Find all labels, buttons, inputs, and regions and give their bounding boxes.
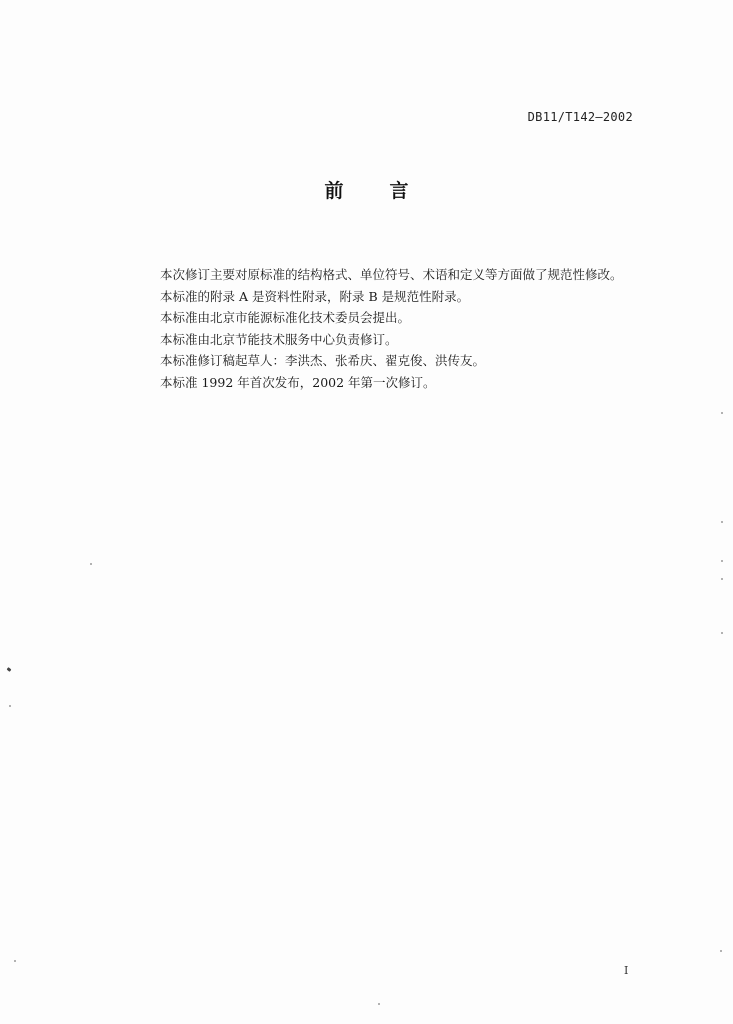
scan-speck bbox=[721, 412, 723, 414]
paragraph-drafters: 本标准修订稿起草人：李洪杰、张希庆、翟克俊、洪传友。 bbox=[160, 353, 486, 369]
title-char-2: 言 bbox=[389, 180, 409, 202]
paragraph-responsible-org: 本标准由北京节能技术服务中心负责修订。 bbox=[160, 331, 398, 347]
scan-speck bbox=[9, 705, 11, 707]
scan-speck bbox=[721, 560, 723, 562]
paragraph-history: 本标准 1992 年首次发布，2002 年第一次修订。 bbox=[160, 374, 436, 390]
paragraph-proposer: 本标准由北京市能源标准化技术委员会提出。 bbox=[160, 310, 411, 326]
scan-speck bbox=[721, 578, 723, 580]
standard-code: DB11/T142—2002 bbox=[527, 110, 633, 124]
title-char-1: 前 bbox=[324, 180, 344, 202]
scan-speck bbox=[14, 960, 16, 962]
scan-speck bbox=[720, 950, 722, 952]
scan-speck bbox=[7, 667, 12, 672]
scan-speck bbox=[90, 563, 92, 565]
scan-speck bbox=[721, 632, 723, 634]
page-number: I bbox=[624, 964, 629, 977]
foreword-body bbox=[160, 264, 640, 394]
scan-speck bbox=[378, 1003, 380, 1005]
page-title bbox=[0, 176, 733, 203]
scan-speck bbox=[721, 521, 723, 523]
paragraph-appendix: 本标准的附录 A 是资料性附录，附录 B 是规范性附录。 bbox=[160, 288, 470, 304]
paragraph-revision-scope: 本次修订主要对原标准的结构格式、单位符号、术语和定义等方面做了规范性修改。 bbox=[160, 267, 623, 282]
